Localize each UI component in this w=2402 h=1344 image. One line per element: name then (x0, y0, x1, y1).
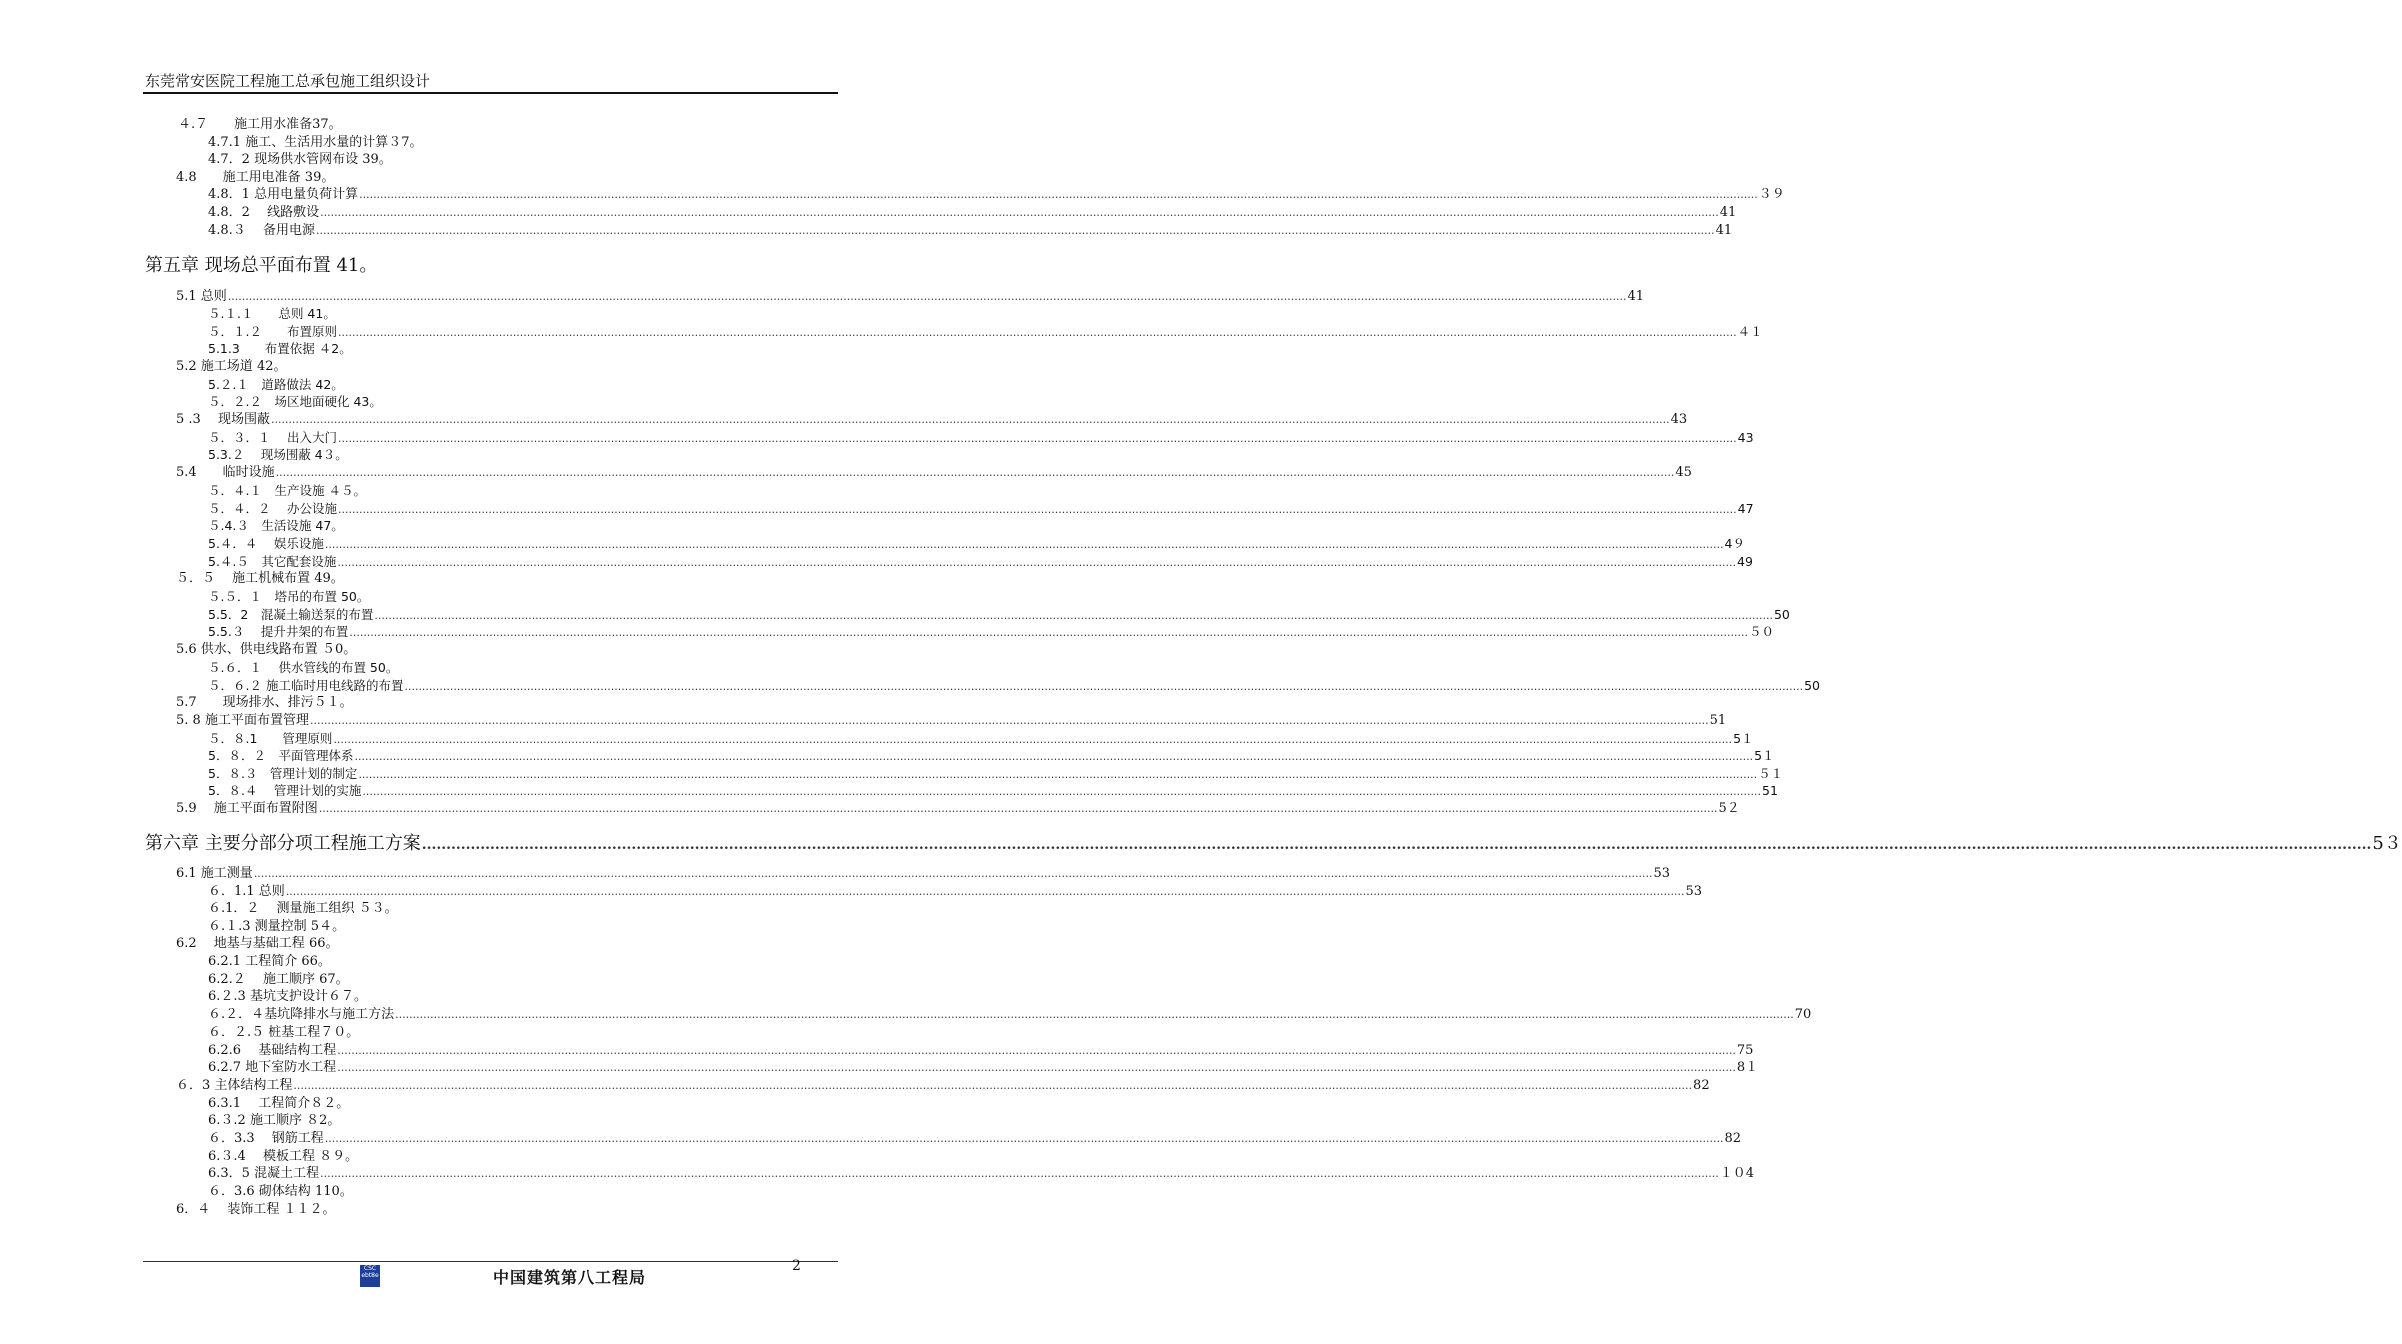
toc-entry-label: 5.5．2 混凝土输送泵的布置 (208, 607, 374, 622)
toc-dot-leader: ................................................................................................................................................................................................................................................................................................................................................................................................................ (337, 1061, 1736, 1074)
toc-dot-leader: ................................................................................................................................................................................................................................................................................................................................................................................................................ (337, 503, 1737, 516)
toc-entry (208, 1006, 1812, 1023)
toc-entry-label: ５．１.２ 布置原则 (208, 324, 337, 339)
toc-chapter-heading (145, 831, 2402, 857)
toc-dot-leader: ................................................................................................................................................................................................................................................................................................................................................................................................................ (349, 626, 1748, 639)
toc-entry-label: 6.2 地基与基础工程 66。 (176, 936, 339, 951)
toc-page-number: 5１ (1754, 748, 1775, 763)
footer-rule (143, 1261, 838, 1262)
toc-entry (208, 1042, 1754, 1059)
toc-entry-label: 5．８.３ 管理计划的制定 (208, 766, 358, 781)
toc-entry-label: 6.2.7 地下室防水工程 (208, 1060, 337, 1075)
toc-page-number: 41 (1715, 223, 1733, 238)
toc-dot-leader: ................................................................................................................................................................................................................................................................................................................................................................................................................ (324, 1132, 1724, 1145)
toc-dot-leader: ................................................................................................................................................................................................................................................................................................................................................................................................................ (337, 556, 1737, 569)
toc-entry (176, 358, 286, 375)
toc-page-number: 51 (1762, 783, 1778, 798)
toc-entry-label: 5.2 施工场道 42。 (176, 359, 287, 374)
toc-entry-label: 5.４．４ 娱乐设施 (208, 536, 324, 551)
toc-dot-leader: ................................................................................................................................................................................................................................................................................................................................................................................................................ (315, 224, 1715, 237)
toc-dot-leader: ................................................................................................................................................................................................................................................................................................................................................................................................................ (253, 867, 1653, 880)
page-number: 2 (792, 1258, 801, 1274)
toc-entry (208, 134, 422, 151)
toc-entry (208, 747, 1775, 764)
toc-entry (208, 883, 1702, 900)
toc-page-number: １０4 (1719, 1166, 1754, 1181)
toc-entry-label: 第五章 现场总平面布置 41。 (145, 255, 378, 276)
toc-entry (208, 1148, 358, 1165)
toc-entry (208, 500, 1754, 517)
toc-entry (176, 169, 334, 186)
toc-entry-label: 6．４ 装饰工程 １１２。 (176, 1202, 336, 1217)
toc-entry (208, 1165, 1754, 1182)
toc-entry (208, 186, 1785, 203)
toc-page-number: 41 (1627, 289, 1644, 304)
toc-entry (208, 376, 344, 393)
toc-page-number: 41 (1719, 205, 1737, 220)
toc-entry-label: 5.3.２ 现场围蔽 4３。 (208, 447, 348, 462)
toc-page-number: 43 (1670, 412, 1688, 427)
toc-entry-label: 5.1.3 布置依据 ４2。 (208, 341, 352, 356)
toc-entry-label: ６.２．４基坑降排水与施工方法 (208, 1007, 395, 1022)
toc-page-number: 50 (1773, 607, 1790, 622)
toc-entry-label: 5．８.４ 管理计划的实施 (208, 783, 362, 798)
company-logo (360, 1265, 380, 1287)
toc-page-number: 47 (1737, 501, 1754, 516)
toc-entry (208, 204, 1737, 221)
toc-entry (208, 1095, 349, 1112)
toc-entry (208, 340, 352, 357)
toc-dot-leader: ................................................................................................................................................................................................................................................................................................................................................................................................................ (318, 802, 1718, 815)
toc-entry-label: ６．3 主体结构工程 (176, 1078, 293, 1093)
toc-dot-leader: ................................................................................................................................................................................................................................................................................................................................................................................................................ (275, 466, 1675, 479)
toc-entry-label: ４.７ 施工用水准备37。 (178, 117, 342, 132)
toc-entry-label: 6.３.2 施工顺序 ８2。 (208, 1113, 341, 1128)
toc-entry (208, 1112, 340, 1129)
toc-entry-label: ５．２.２ 场区地面硬化 43。 (208, 394, 382, 409)
toc-page-number: 82 (1724, 1131, 1741, 1146)
toc-page-number: ５１ (1758, 766, 1784, 781)
toc-dot-leader: ................................................................................................................................................................................................................................................................................................................................................................................................................ (333, 733, 1733, 746)
toc-dot-leader: ................................................................................................................................................................................................................................................................................................................................................................................................................ (337, 1044, 1736, 1057)
toc-entry-label: ６．1.1 总则 (208, 884, 285, 899)
toc-entry-label: 6.2.２ 施工顺序 67。 (208, 972, 349, 987)
toc-entry-label: ５．５ 施工机械布置 49。 (176, 571, 344, 586)
toc-entry-label: ５．４．２ 办公设施 (208, 501, 337, 516)
toc-entry-label: 5.5.３ 提升井架的布置 (208, 624, 349, 639)
toc-dot-leader: ................................................................................................................................................................................................................................................................................................................................................................................................................ (395, 1008, 1794, 1021)
toc-dot-leader: ................................................................................................................................................................................................................................................................................................................................................................................................................ (354, 750, 1754, 763)
toc-entry-label: ５.4.３ 生活设施 47。 (208, 518, 344, 533)
toc-entry (208, 782, 1778, 799)
toc-entry-label: 4.7．2 现场供水管网布设 39。 (208, 152, 392, 167)
toc-entry (176, 712, 1727, 729)
toc-page-number: ３９ (1758, 187, 1785, 202)
toc-dot-leader: ................................................................................................................................................................................................................................................................................................................................................................................................................ (337, 326, 1737, 339)
toc-entry (208, 606, 1790, 623)
toc-dot-leader: ................................................................................................................................................................................................................................................................................................................................................................................................................ (293, 1079, 1693, 1092)
toc-entry-label: ５．８.1 管理原则 (208, 731, 333, 746)
toc-entry (176, 411, 1688, 428)
toc-entry-label: 4.8．1 总用电量负荷计算 (208, 187, 359, 202)
toc-entry (208, 588, 369, 605)
toc-entry-label: 4.8．2 线路敷设 (208, 205, 320, 220)
toc-entry-label: 6.2.6 基础结构工程 (208, 1043, 337, 1058)
toc-page-number: 75 (1736, 1043, 1754, 1058)
toc-page-number: 45 (1675, 465, 1692, 480)
toc-entry (208, 1183, 353, 1200)
toc-entry (176, 1077, 1710, 1094)
toc-dot-leader: ................................................................................................................................................................................................................................................................................................................................................................................................................ (362, 785, 1762, 798)
toc-chapter-heading (145, 253, 377, 279)
toc-entry (208, 222, 1733, 239)
toc-entry (176, 464, 1692, 481)
toc-entry-label: 第六章 主要分部分项工程施工方案 (145, 833, 421, 854)
toc-entry (208, 1059, 1759, 1076)
toc-entry-label: ６.1．２ 测量施工组织 ５３。 (208, 901, 398, 916)
toc-entry-label: 4.7.1 施工、生活用水量的计算３7。 (208, 135, 423, 150)
toc-entry (208, 151, 392, 168)
toc-entry (176, 1201, 336, 1218)
toc-entry (176, 865, 1670, 882)
toc-entry-label: 5.6 供水、供电线路布置 ５0。 (176, 642, 357, 657)
page-header-title: 东莞常安医院工程施工总承包施工组织设计 (145, 72, 431, 90)
toc-entry (208, 900, 398, 917)
toc-entry (208, 535, 1745, 552)
toc-page-number: 8１ (1736, 1060, 1759, 1075)
toc-dot-leader: ................................................................................................................................................................................................................................................................................................................................................................................................................ (285, 885, 1685, 898)
toc-page-number: 5２ (1718, 801, 1740, 816)
toc-entry-label: 5. 8 施工平面布置管理 (176, 713, 309, 728)
toc-entry-label: 6.3.1 工程简介８２。 (208, 1096, 350, 1111)
toc-dot-leader: ................................................................................................................................................................................................................................................................................................................................................................................................................ (227, 290, 1627, 303)
toc-entry (208, 765, 1784, 782)
toc-dot-leader: ................................................................................................................................................................................................................................................................................................................................................................................................................ (320, 1167, 1719, 1180)
toc-entry (208, 953, 331, 970)
toc-entry-label: ５．４.１ 生产设施 ４５。 (208, 483, 366, 498)
toc-entry-label: 4.8 施工用电准备 39。 (176, 170, 335, 185)
toc-entry (208, 1024, 359, 1041)
logo-text-bottom: ebt8e (361, 1272, 379, 1279)
organization-name: 中国建筑第八工程局 (493, 1268, 647, 1287)
toc-entry-label: 6.３.4 模板工程 ８９。 (208, 1149, 359, 1164)
toc-entry-label: 5 .3 现场围蔽 (176, 412, 270, 427)
toc-entry-label: ６．２.５ 桩基工程７０。 (208, 1025, 360, 1040)
toc-entry (178, 116, 342, 133)
toc-entry-label: 4.8.３ 备用电源 (208, 223, 315, 238)
toc-dot-leader: ................................................................................................................................................................................................................................................................................................................................................................................................................ (270, 413, 1670, 426)
toc-entry-label: 5．８．２ 平面管理体系 (208, 748, 354, 763)
toc-dot-leader: ................................................................................................................................................................................................................................................................................................................................................................................................................ (358, 768, 1758, 781)
toc-entry-label: ６．3.6 砌体结构 110。 (208, 1184, 353, 1199)
toc-entry-label: 5.9 施工平面布置附图 (176, 801, 318, 816)
toc-page-number: 5３ (2372, 833, 2402, 854)
toc-entry (176, 641, 356, 658)
toc-entry-label: 5.４.５ 其它配套设施 (208, 554, 337, 569)
toc-page-number: 51 (1709, 713, 1727, 728)
toc-page-number: ４１ (1737, 324, 1763, 339)
toc-entry-label: ６．3.3 钢筋工程 (208, 1131, 324, 1146)
toc-page-number: 82 (1693, 1078, 1710, 1093)
toc-entry-label: 6.2.1 工程简介 66。 (208, 954, 331, 969)
toc-dot-leader: ................................................................................................................................................................................................................................................................................................................................................................................................................ (421, 837, 2372, 853)
toc-entry-label: 6.２.3 基坑支护设计６７。 (208, 989, 367, 1004)
toc-entry (208, 393, 382, 410)
toc-entry-label: 5.２.１ 道路做法 42。 (208, 377, 344, 392)
toc-page-number: 70 (1794, 1007, 1812, 1022)
toc-page-number: ５０ (1748, 624, 1774, 639)
toc-dot-leader: ................................................................................................................................................................................................................................................................................................................................................................................................................ (359, 188, 1758, 201)
logo-text-top: CSC (363, 1265, 377, 1272)
toc-page-number: 49 (1737, 554, 1753, 569)
toc-entry (208, 918, 345, 935)
toc-page-number: 53 (1685, 884, 1702, 899)
toc-entry (176, 694, 353, 711)
toc-entry (208, 323, 1763, 340)
toc-entry-label: ５．３．１ 出入大门 (208, 430, 337, 445)
toc-entry (208, 305, 336, 322)
toc-entry (208, 730, 1754, 747)
toc-entry (208, 482, 366, 499)
toc-entry (208, 446, 348, 463)
toc-entry (208, 659, 398, 676)
toc-entry (176, 570, 344, 587)
toc-entry-label: ５．６.２ 施工临时用电线路的布置 (208, 678, 404, 693)
toc-entry (176, 935, 338, 952)
toc-dot-leader: ................................................................................................................................................................................................................................................................................................................................................................................................................ (309, 714, 1709, 727)
toc-dot-leader: ................................................................................................................................................................................................................................................................................................................................................................................................................ (404, 680, 1804, 693)
toc-entry-label: ６.１.3 测量控制 5４。 (208, 919, 346, 934)
toc-page-number: 5１ (1733, 731, 1754, 746)
toc-entry (208, 623, 1774, 640)
toc-dot-leader: ................................................................................................................................................................................................................................................................................................................................................................................................................ (337, 432, 1737, 445)
toc-entry-label: 6.1 施工测量 (176, 866, 253, 881)
toc-entry (208, 988, 367, 1005)
toc-entry-label: ５.１.１ 总则 41。 (208, 306, 336, 321)
toc-entry-label: ５.６．１ 供水管线的布置 50。 (208, 660, 399, 675)
toc-entry-label: 5.7 现场排水、排污５１。 (176, 695, 353, 710)
toc-page-number: 53 (1653, 866, 1670, 881)
toc-entry (176, 800, 1740, 817)
toc-entry (208, 553, 1753, 570)
toc-entry (208, 677, 1820, 694)
toc-entry-label: 5.1 总则 (176, 289, 227, 304)
toc-entry-label: 6.3．5 混凝土工程 (208, 1166, 320, 1181)
toc-entry-label: ５.５．１ 塔吊的布置 50。 (208, 589, 370, 604)
toc-entry (208, 971, 349, 988)
toc-entry-label: 5.4 临时设施 (176, 465, 275, 480)
toc-entry (208, 1130, 1741, 1147)
toc-dot-leader: ................................................................................................................................................................................................................................................................................................................................................................................................................ (324, 538, 1724, 551)
toc-page-number: 4９ (1724, 536, 1745, 551)
toc-page-number: 43 (1737, 430, 1754, 445)
toc-entry (208, 429, 1754, 446)
toc-dot-leader: ................................................................................................................................................................................................................................................................................................................................................................................................................ (374, 609, 1773, 622)
toc-entry (208, 517, 344, 534)
toc-dot-leader: ................................................................................................................................................................................................................................................................................................................................................................................................................ (320, 206, 1719, 219)
toc-page-number: 50 (1804, 678, 1820, 693)
toc-entry (176, 288, 1644, 305)
